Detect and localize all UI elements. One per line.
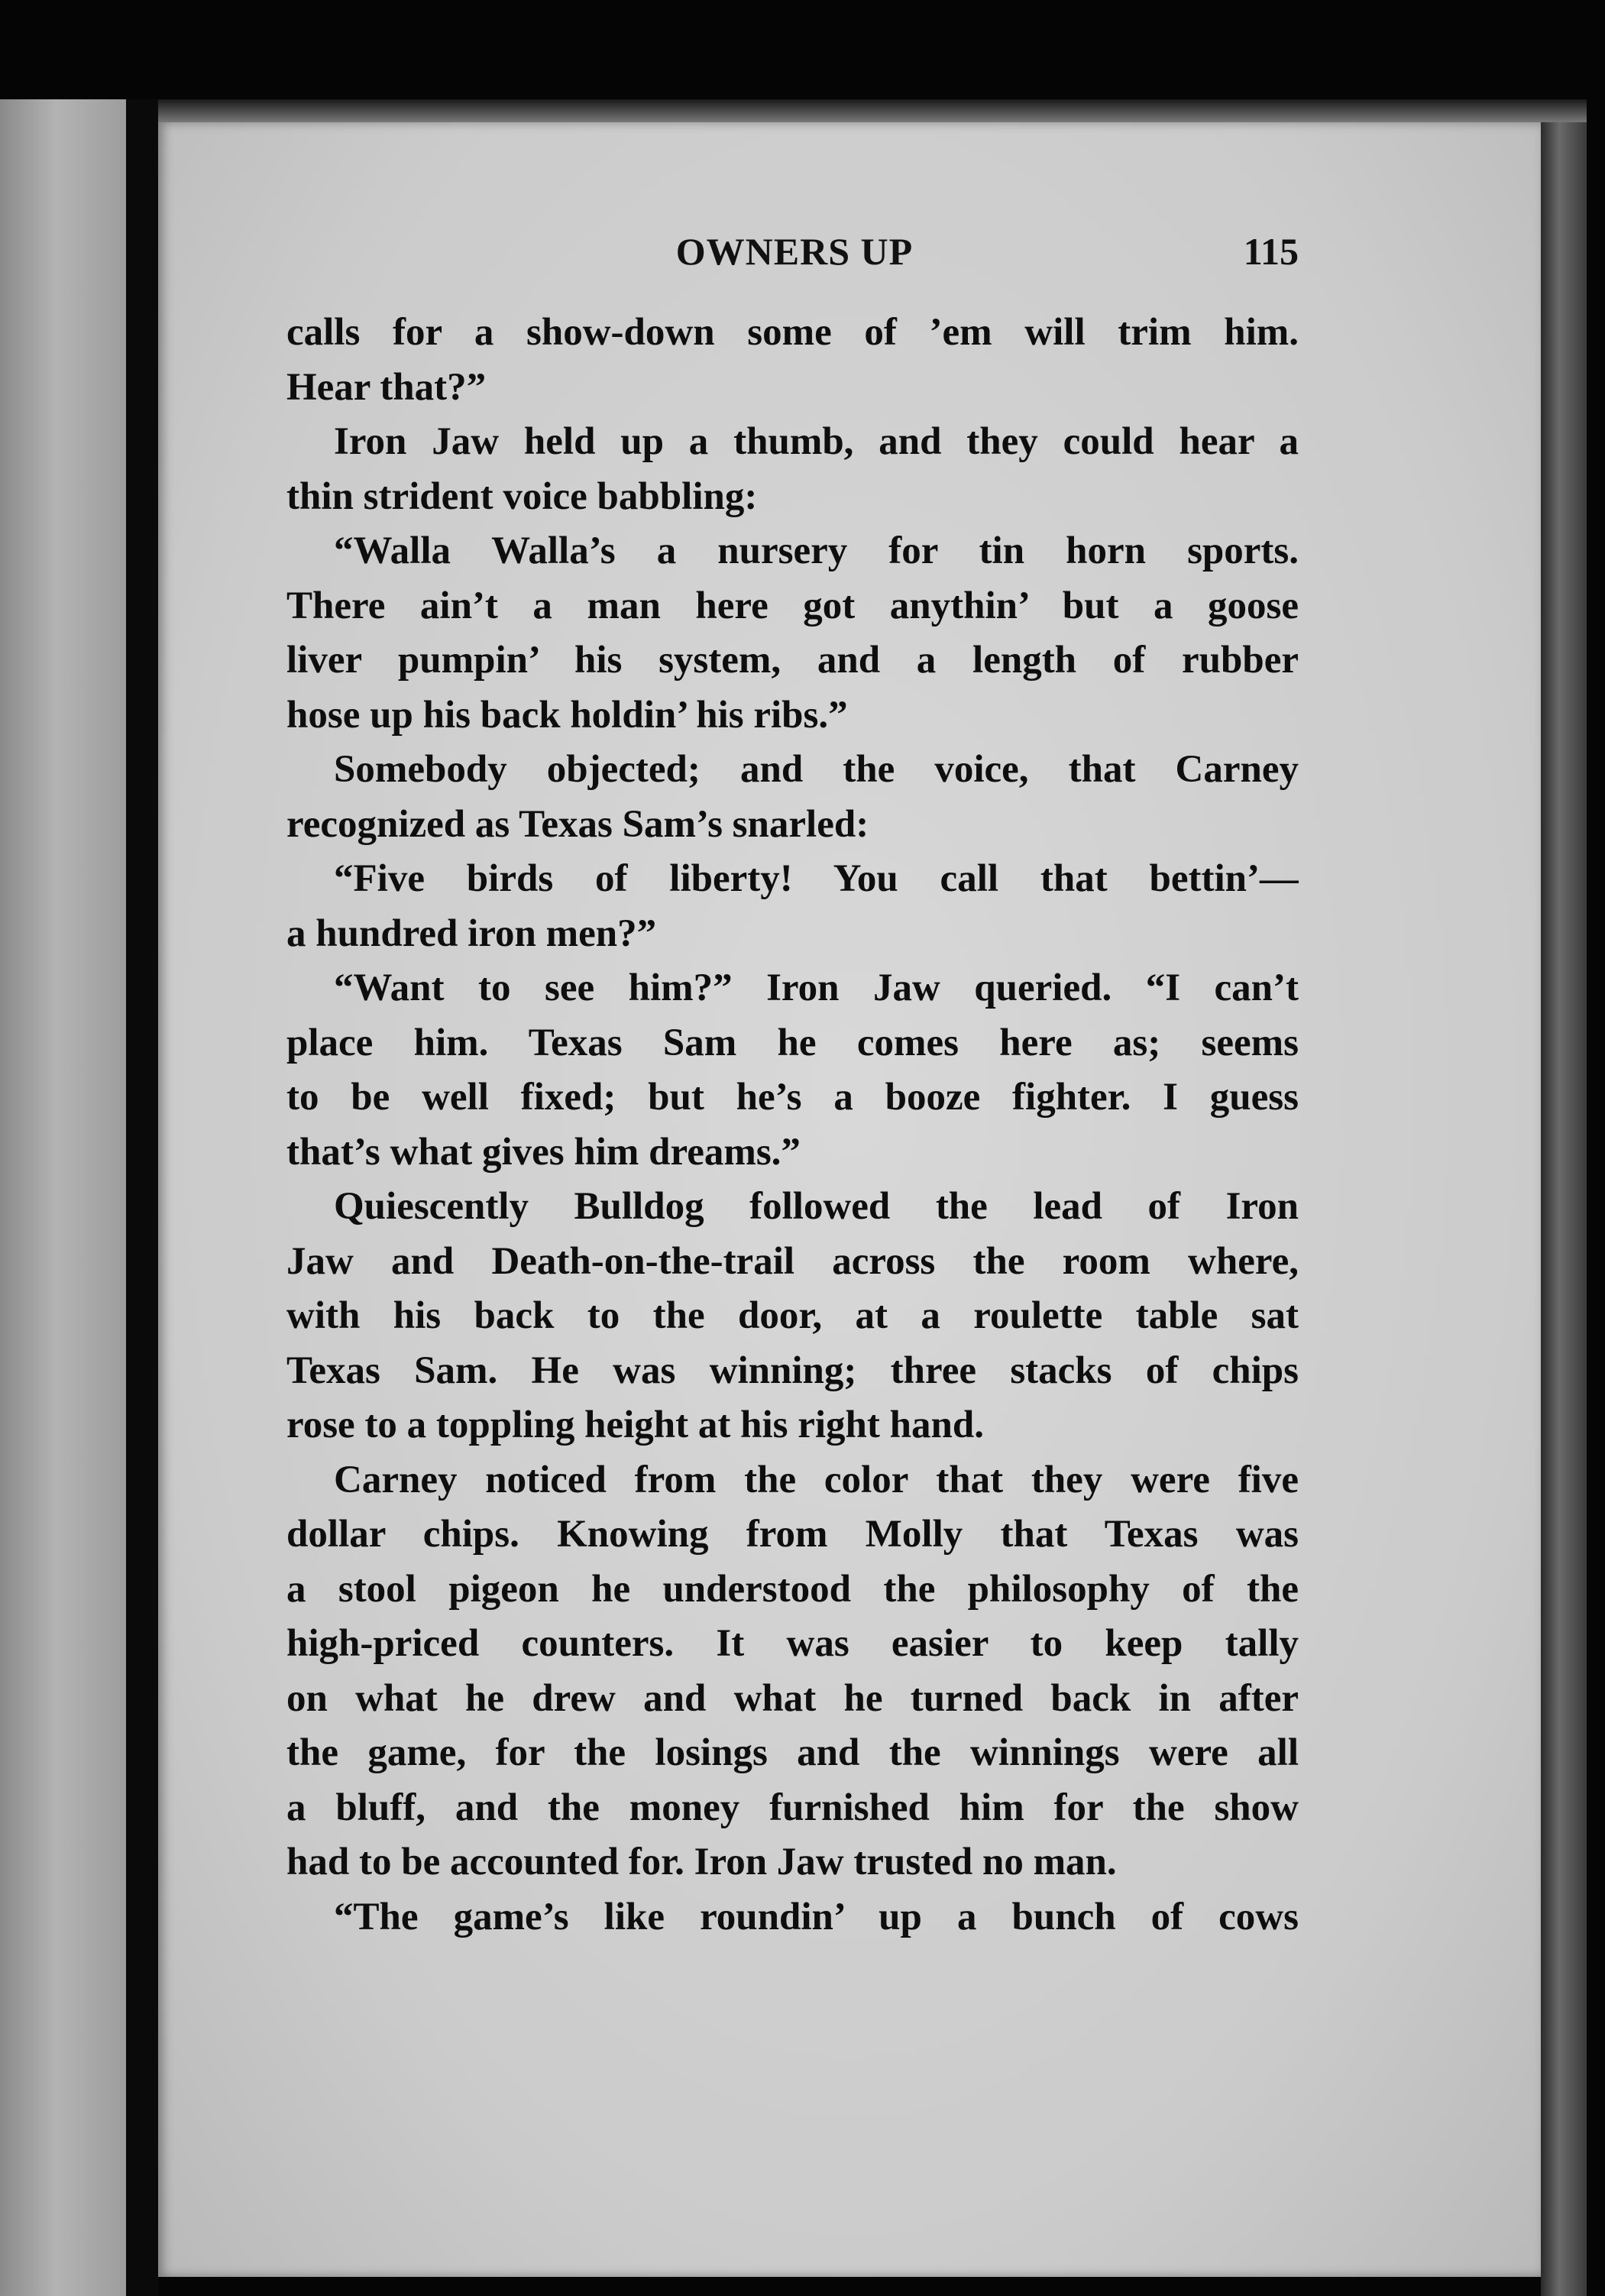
text-line: thin strident voice babbling:	[286, 474, 758, 518]
page-number: 115	[1243, 230, 1299, 273]
text-line: “Five birds of liberty! You call that bettin’—	[334, 857, 1299, 900]
body-text	[286, 306, 1299, 1945]
text-line: Jaw and Death-on-the-trail across the room where,	[286, 1239, 1299, 1283]
text-line: calls for a show-down some of ’em will trim him.	[286, 311, 1299, 354]
text-line: There ain’t a man here got anythin’ but a goose	[286, 584, 1299, 627]
text-line: with his back to the door, at a roulette table sat	[286, 1294, 1299, 1337]
text-line: “The game’s like roundin’ up a bunch of cows	[334, 1895, 1299, 1938]
text-line: place him. Texas Sam he comes here as; seems	[286, 1021, 1299, 1064]
running-head	[290, 229, 1299, 290]
text-line: rose to a toppling height at his right hand.	[286, 1404, 984, 1446]
text-line: Hear that?”	[286, 365, 487, 409]
page-right-edge	[1541, 122, 1587, 2296]
text-line: a hundred iron men?”	[286, 912, 657, 955]
page-top-shadow	[158, 99, 1587, 122]
text-line: Iron Jaw held up a thumb, and they could hear a	[334, 420, 1299, 463]
book-gutter	[126, 99, 158, 2296]
text-line: that’s what gives him dreams.”	[286, 1130, 801, 1174]
text-line: on what he drew and what he turned back in after	[286, 1676, 1299, 1720]
text-line: had to be accounted for. Iron Jaw trusted no man.	[286, 1841, 1117, 1883]
text-line: Carney noticed from the color that they were five	[334, 1458, 1299, 1501]
text-line: dollar chips. Knowing from Molly that Texas was	[286, 1513, 1299, 1556]
text-line: the game, for the losings and the winnings were all	[286, 1731, 1299, 1774]
text-line: liver pumpin’ his system, and a length of rubber	[286, 639, 1299, 682]
text-line: high-priced counters. It was easier to keep tally	[286, 1622, 1299, 1665]
text-line: Quiescently Bulldog followed the lead of Iron	[334, 1185, 1299, 1228]
running-title: OWNERS UP	[675, 230, 914, 273]
adjacent-page-edge	[0, 99, 126, 2296]
text-line: Somebody objected; and the voice, that Carney	[334, 748, 1299, 791]
text-line: Texas Sam. He was winning; three stacks of chips	[286, 1349, 1299, 1392]
text-line: recognized as Texas Sam’s snarled:	[286, 802, 869, 846]
text-line: to be well fixed; but he’s a booze fighter. I guess	[286, 1076, 1299, 1119]
text-line: “Want to see him?” Iron Jaw queried. “I can’t	[334, 967, 1299, 1009]
text-line: a stool pigeon he understood the philosophy of the	[286, 1567, 1299, 1611]
text-line: a bluff, and the money furnished him for the show	[286, 1786, 1299, 1829]
text-line: “Walla Walla’s a nursery for tin horn sports.	[334, 529, 1299, 572]
text-line: hose up his back holdin’ his ribs.”	[286, 693, 848, 737]
